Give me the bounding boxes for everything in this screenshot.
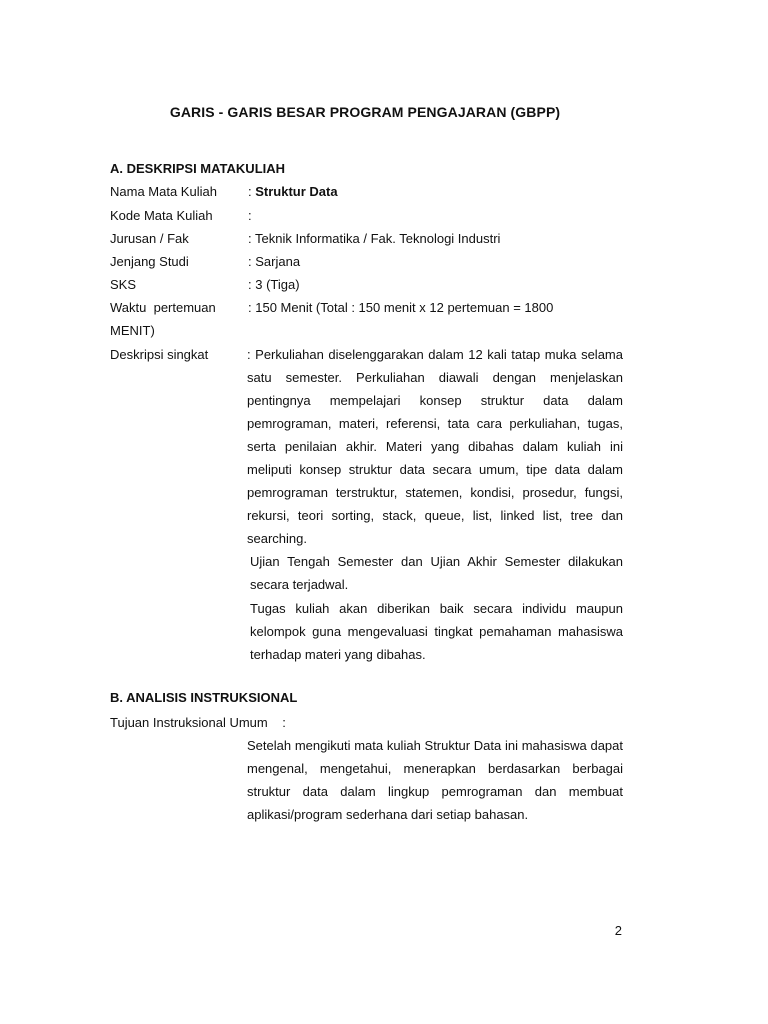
row-separator: : [248,231,255,246]
study-level: Sarjana [255,254,301,269]
row-label: Nama Mata Kuliah [110,184,217,199]
document-title: GARIS - GARIS BESAR PROGRAM PENGAJARAN (GBPP) [169,104,561,120]
row-value [248,275,300,295]
row-label: Jenjang Studi [110,254,189,269]
course-name: Struktur Data [255,184,338,199]
general-objective-label: Tujuan Instruksional Umum : [110,715,286,730]
row-label: SKS [110,277,137,292]
page-number: 2 [614,923,622,938]
row-separator: : [248,208,252,223]
description-label: Deskripsi singkat [110,347,209,362]
exam-paragraph: Ujian Tengah Semester dan Ujian Akhir Semester dilakukan secara terjadwal. [250,554,623,592]
row-label: Jurusan / Fak [110,231,189,246]
row-value [248,182,338,202]
row-separator: : [248,184,256,199]
row-value [248,298,553,318]
section-a-heading: A. DESKRIPSI MATAKULIAH [110,161,286,176]
row-label: Kode Mata Kuliah [110,208,213,223]
row-value [248,229,500,249]
meeting-time-continuation: MENIT) [110,323,155,338]
description-paragraph: : Perkuliahan diselenggarakan dalam 12 kali tatap muka selama satu semester. Perkuliahan diawali dengan menjelaskan pentingnya mempelajari konsep struktur data dalam pemrograman, materi, referensi, tata cara perkuliahan, tugas, serta penilaian akhir. Materi yang dibahas dalam kuliah ini meliputi konsep struktur data secara umum, tipe data dalam pemrograman terstruktur, statemen, kondisi, prosedur, fungsi, rekursi, teori sorting, stack, queue, list, linked list, tree dan searching. [247,347,623,546]
row-label: Waktu pertemuan [110,300,216,315]
general-objective-text: Setelah mengikuti mata kuliah Struktur Data ini mahasiswa dapat mengenal, mengetahui, menerapkan berdasarkan berbagai struktur data dalam lingkup pemrograman dan membuat aplikasi/program sederhana dari setiap bahasan. [247,738,623,822]
meeting-time: 150 Menit (Total : 150 menit x 12 pertemuan = 1800 [255,300,554,315]
credits: 3 (Tiga) [255,277,300,292]
row-value [248,206,252,226]
row-separator: : [248,254,256,269]
row-separator: : [248,277,256,292]
row-separator: : [248,300,256,315]
assignment-paragraph: Tugas kuliah akan diberikan baik secara individu maupun kelompok guna mengevaluasi tingkat pemahaman mahasiswa terhadap materi yang dibahas. [250,601,623,662]
row-value [248,252,300,272]
department: Teknik Informatika / Fak. Teknologi Industri [255,231,501,246]
section-b-heading: B. ANALISIS INSTRUKSIONAL [110,690,298,705]
